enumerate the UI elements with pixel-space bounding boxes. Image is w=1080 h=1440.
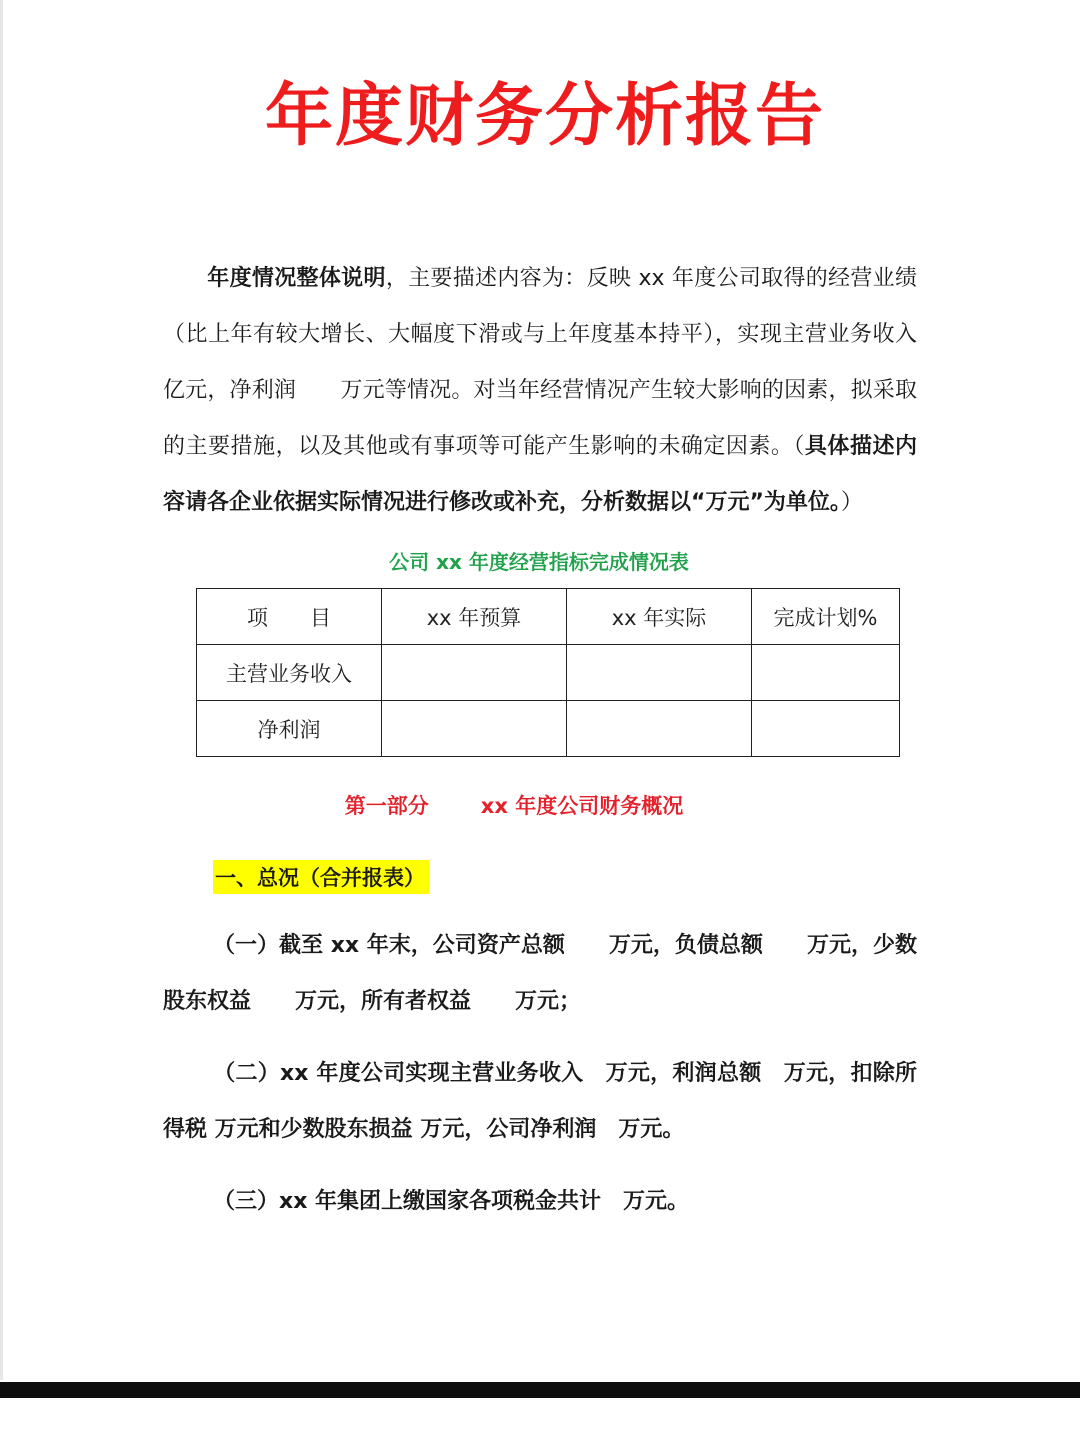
table-cell [752,701,900,757]
header-cell: xx 年预算 [382,589,567,645]
overview-heading: 一、总况（合并报表） [213,860,429,894]
overview-item-2: （二）xx 年度公司实现主营业务收入 万元，利润总额 万元，扣除所得税 万元和少数股东损益 万元，公司净利润 万元。 [163,1061,917,1142]
intro-paragraph [163,251,962,531]
table-header-row [197,589,900,645]
table-cell [752,645,900,701]
table-cell [382,645,567,701]
overview-item-3: （三）xx 年集团上缴国家各项税金共计 万元。 [213,1189,690,1214]
intro-lead: 年度情况整体说明 [207,266,386,291]
intro-note: 具体描述内容请各企业依据实际情况进行修改或补充，分析数据以“万元”为单位。 [163,434,917,515]
header-cell: 完成计划% [752,589,900,645]
section-name: xx 年度公司财务概况 [480,794,684,818]
overview-item-1: （一）截至 xx 年末，公司资产总额 万元，负债总额 万元，少数股东权益 万元，所有者权益 万元； [163,933,917,1014]
kpi-table [196,588,900,757]
intro-close: ） [840,490,863,515]
table-cell [567,701,752,757]
page-edge [0,0,3,1380]
report-title: 年度财务分析报告 [264,77,825,156]
table-cell: 净利润 [197,701,382,757]
table-row [197,701,900,757]
section-heading [0,790,1028,820]
header-cell: xx 年实际 [567,589,752,645]
table-caption: 公司 xx 年度经营指标完成情况表 [389,550,689,574]
table-row [197,645,900,701]
intro-body: ，主要描述内容为：反映 xx 年度公司取得的经营业绩（比上年有较大增长、大幅度下滑或与上年度基本持平），实现主营业务收入 亿元，净利润 万元等情况。对当年经营情况产生较大影响的因素，拟采取的主要措施，以及其他或有事项等可能产生影响的未确定因素。（ [163,266,962,459]
table-cell [567,645,752,701]
table-cell [382,701,567,757]
table-cell: 主营业务收入 [197,645,382,701]
header-cell: 项 目 [197,589,382,645]
section-part: 第一部分 [344,794,429,818]
bottom-bar [0,1382,1080,1398]
